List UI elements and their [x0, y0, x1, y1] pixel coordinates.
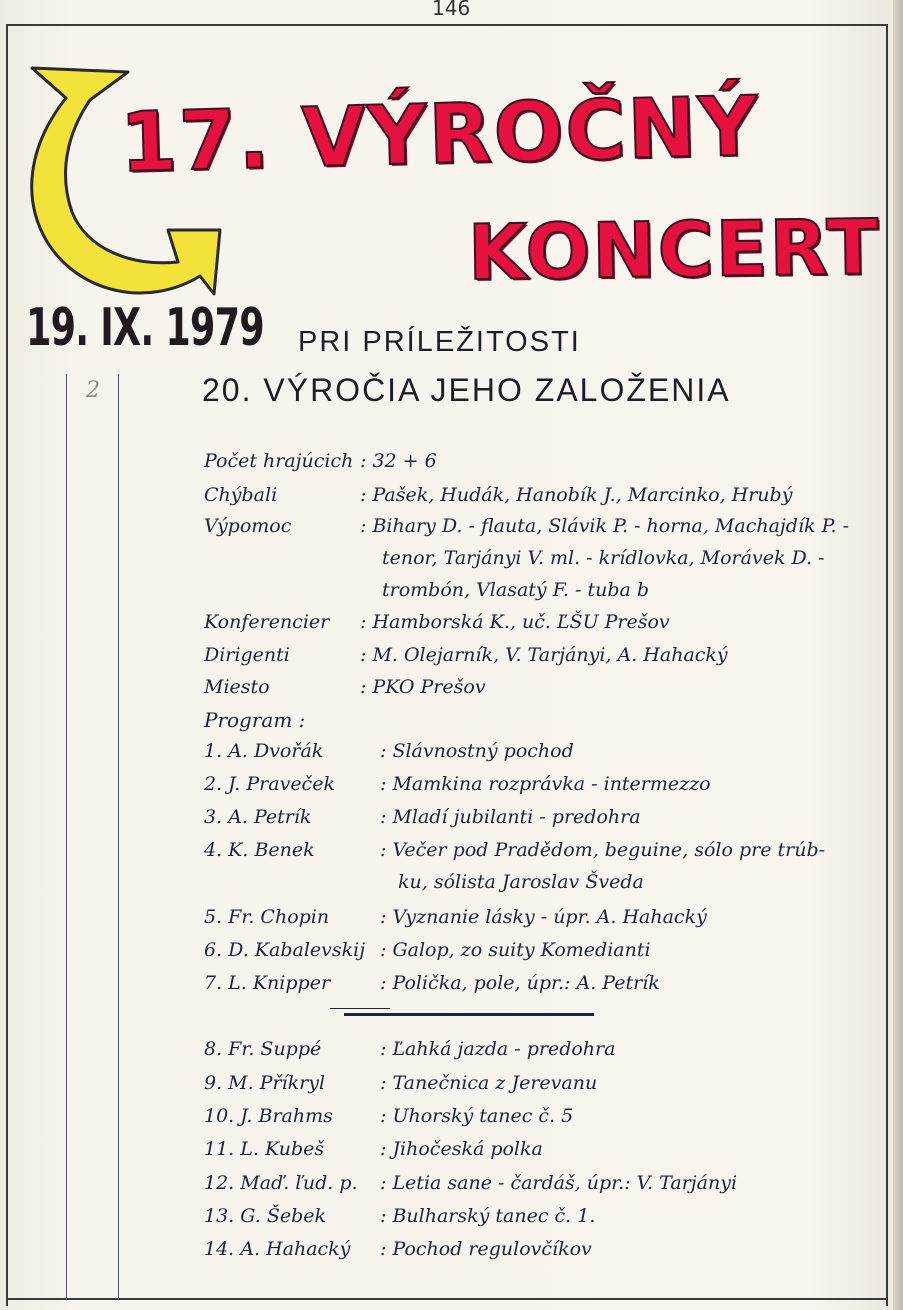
detail-label: Výpomoc: [204, 515, 292, 537]
program-composer: 3. A. Petrík: [204, 806, 312, 828]
program-piece: : Uhorský tanec č. 5: [380, 1105, 574, 1127]
program-composer: 8. Fr. Suppé: [204, 1038, 322, 1060]
detail-label: Dirigenti: [204, 644, 290, 666]
detail-label: Počet hrajúcich: [204, 450, 354, 472]
program-composer: 5. Fr. Chopin: [204, 906, 330, 928]
program-composer: 11. L. Kubeš: [204, 1138, 325, 1160]
program-piece: : Jihočeská polka: [380, 1138, 543, 1160]
detail-value: : 32 + 6: [360, 450, 437, 472]
program-piece: : Mamkina rozprávka - intermezzo: [380, 773, 711, 795]
program-composer: 9. M. Příkryl: [204, 1072, 326, 1094]
page-frame-left: [6, 24, 8, 1306]
detail-value: : Pašek, Hudák, Hanobík J., Marcinko, Hrubý: [360, 484, 793, 506]
program-piece: : Slávnostný pochod: [380, 740, 574, 762]
program-composer: 12. Maď. ľud. p.: [204, 1172, 358, 1194]
program-piece: : Mladí jubilanti - predohra: [380, 806, 641, 828]
detail-value: : Bihary D. - flauta, Slávik P. - horna, Machajdík P. -: [360, 515, 850, 537]
program-piece: ku, sólista Jaroslav Šveda: [398, 871, 644, 893]
page-binding-edge: [893, 0, 903, 1310]
program-piece: : Večer pod Pradědom, beguine, sólo pre trúb-: [380, 839, 826, 861]
concert-title-line1: 17. VÝROČNÝ: [118, 79, 761, 191]
detail-value: : PKO Prešov: [360, 676, 486, 698]
detail-value: : Hamborská K., uč. ĽŠU Prešov: [360, 611, 670, 633]
margin-mark: 2: [86, 378, 100, 403]
margin-line: [66, 374, 67, 1300]
page-frame-right: [886, 24, 888, 1306]
program-composer: 2. J. Praveček: [204, 773, 335, 795]
subtitle-line1: PRI PRÍLEŽITOSTI: [298, 326, 581, 358]
detail-value: trombón, Vlasatý F. - tuba b: [382, 579, 650, 601]
page-number: 146: [432, 0, 471, 20]
program-piece: : Pochod regulovčíkov: [380, 1238, 592, 1260]
program-piece: : Bulharský tanec č. 1.: [380, 1205, 596, 1227]
program-composer: 14. A. Hahacký: [204, 1238, 351, 1260]
detail-label: Chýbali: [204, 484, 278, 506]
concert-date: 19. IX. 1979: [26, 298, 264, 358]
separator-line-thin: [330, 1008, 390, 1009]
page-frame-bottom: [6, 1298, 888, 1300]
program-piece: : Polička, pole, úpr.: A. Petrík: [380, 972, 660, 994]
program-label: Program :: [204, 708, 306, 732]
margin-line: [118, 374, 119, 1300]
detail-value: tenor, Tarjányi V. ml. - krídlovka, Morávek D. -: [382, 547, 825, 569]
program-piece: : Vyznanie lásky - úpr. A. Hahacký: [380, 906, 707, 928]
program-composer: 6. D. Kabalevskij: [204, 939, 366, 961]
program-composer: 4. K. Benek: [204, 839, 315, 861]
detail-label: Miesto: [204, 676, 270, 698]
program-composer: 10. J. Brahms: [204, 1105, 333, 1127]
concert-title-line2: KONCERT: [467, 202, 881, 297]
program-piece: : Ľahká jazda - predohra: [380, 1038, 616, 1060]
program-piece: : Tanečnica z Jerevanu: [380, 1072, 598, 1094]
program-piece: : Galop, zo suity Komedianti: [380, 939, 651, 961]
subtitle-line2: 20. VÝROČIA JEHO ZALOŽENIA: [202, 372, 731, 408]
program-composer: 1. A. Dvořák: [204, 740, 324, 762]
program-composer: 7. L. Knipper: [204, 972, 331, 994]
program-piece: : Letia sane - čardáš, úpr.: V. Tarjányi: [380, 1172, 738, 1194]
program-composer: 13. G. Šebek: [204, 1205, 327, 1227]
separator-line: [344, 1013, 594, 1016]
detail-value: : M. Olejarník, V. Tarjányi, A. Hahacký: [360, 644, 728, 666]
detail-label: Konferencier: [204, 611, 330, 633]
page-frame-top: [6, 24, 888, 26]
